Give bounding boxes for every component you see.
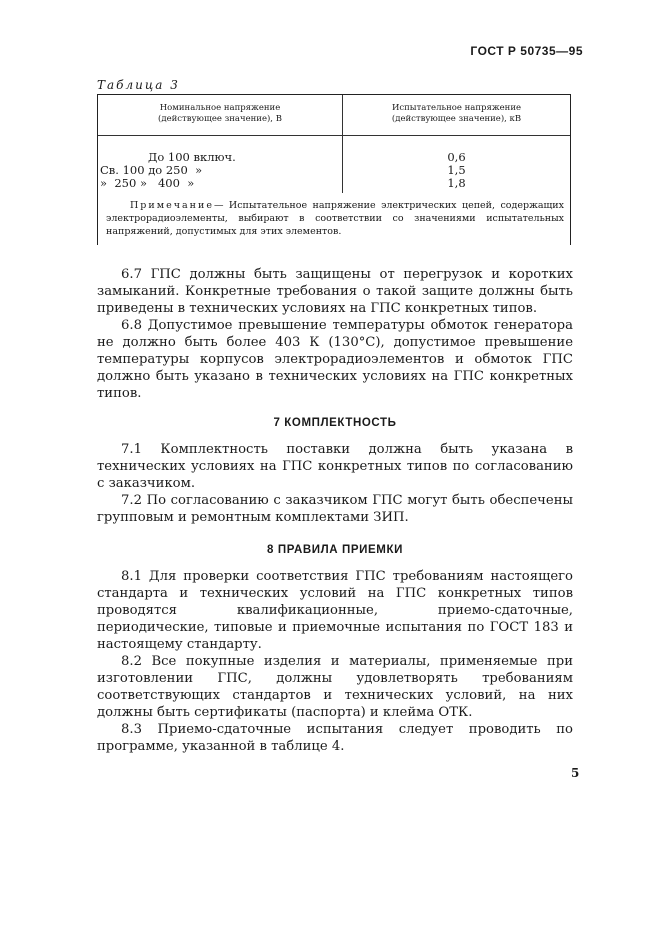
section-7-paragraphs bbox=[97, 441, 573, 526]
table-row-value: 1,5 bbox=[447, 163, 466, 177]
paragraph-8-2: 8.2 Все покупные изделия и материалы, применяемые при изготовлении ГПС, должны удовлетворять требованиям соответствующих стандартов и технических условий, на них должны быть сертификаты (паспорта) и клейма ОТК. bbox=[97, 654, 573, 720]
column-header-test-voltage: Испытательное напряжение (действующее значение), кВ bbox=[391, 103, 522, 124]
table-row-value: 0,6 bbox=[447, 150, 466, 164]
section-8-paragraphs bbox=[97, 568, 573, 755]
section-6-paragraphs bbox=[97, 266, 573, 402]
table-caption: Таблица 3 bbox=[97, 78, 180, 92]
note-label: Примечание bbox=[130, 200, 214, 211]
section-8-title: 8 ПРАВИЛА ПРИЕМКИ bbox=[267, 544, 403, 556]
paragraph-7-1: 7.1 Комплектность поставки должна быть указана в технических условиях на ГПС конкретных типов по согласованию с заказчиком. bbox=[97, 442, 573, 491]
paragraph-6-7: 6.7 ГПС должны быть защищены от перегрузок и коротких замыканий. Конкретные требования о такой защите должны быть приведены в технических условиях на ГПС конкретных типов. bbox=[97, 267, 573, 316]
column-header-nominal-voltage: Номинальное напряжение (действующее значение), В bbox=[158, 103, 282, 124]
paragraph-7-2: 7.2 По согласованию с заказчиком ГПС могут быть обеспечены групповым и ремонтным комплектами ЗИП. bbox=[97, 493, 573, 525]
paragraph-8-1: 8.1 Для проверки соответствия ГПС требованиям настоящего стандарта и технических условий на ГПС конкретных типов проводятся квалификационные, приемо-сдаточные, периодические, типовые и приемочные испытания по ГОСТ 183 и настоящему стандарту. bbox=[97, 569, 573, 652]
note-text: — Испытательное напряжение электрических цепей, содержащих электрорадиоэлементы, выбирают в соответствии со значениями испытательных напряжений, допустимых для этих элементов. bbox=[106, 200, 564, 237]
table-row-label: Св. 100 до 250 » bbox=[100, 163, 203, 177]
header-separator bbox=[98, 135, 570, 136]
voltage-table bbox=[97, 94, 571, 245]
table-row-value: 1,8 bbox=[447, 176, 466, 190]
paragraph-8-3: 8.3 Приемо-сдаточные испытания следует проводить по программе, указанной в таблице 4. bbox=[97, 722, 573, 754]
section-7-title: 7 КОМПЛЕКТНОСТЬ bbox=[273, 417, 397, 429]
table-row-label: До 100 включ. bbox=[148, 150, 236, 164]
table-row-label: » 250 » 400 » bbox=[100, 176, 195, 190]
paragraph-6-8: 6.8 Допустимое превышение температуры обмоток генератора не должно быть более 403 К (130°С), допустимое превышение температуры корпусов электрорадиоэлементов и обмоток ГПС должно быть указано в технических условиях на ГПС конкретных типов. bbox=[97, 318, 573, 401]
standard-code-header: ГОСТ Р 50735—95 bbox=[470, 44, 583, 58]
page-number: 5 bbox=[571, 766, 580, 780]
table-note bbox=[106, 199, 564, 238]
